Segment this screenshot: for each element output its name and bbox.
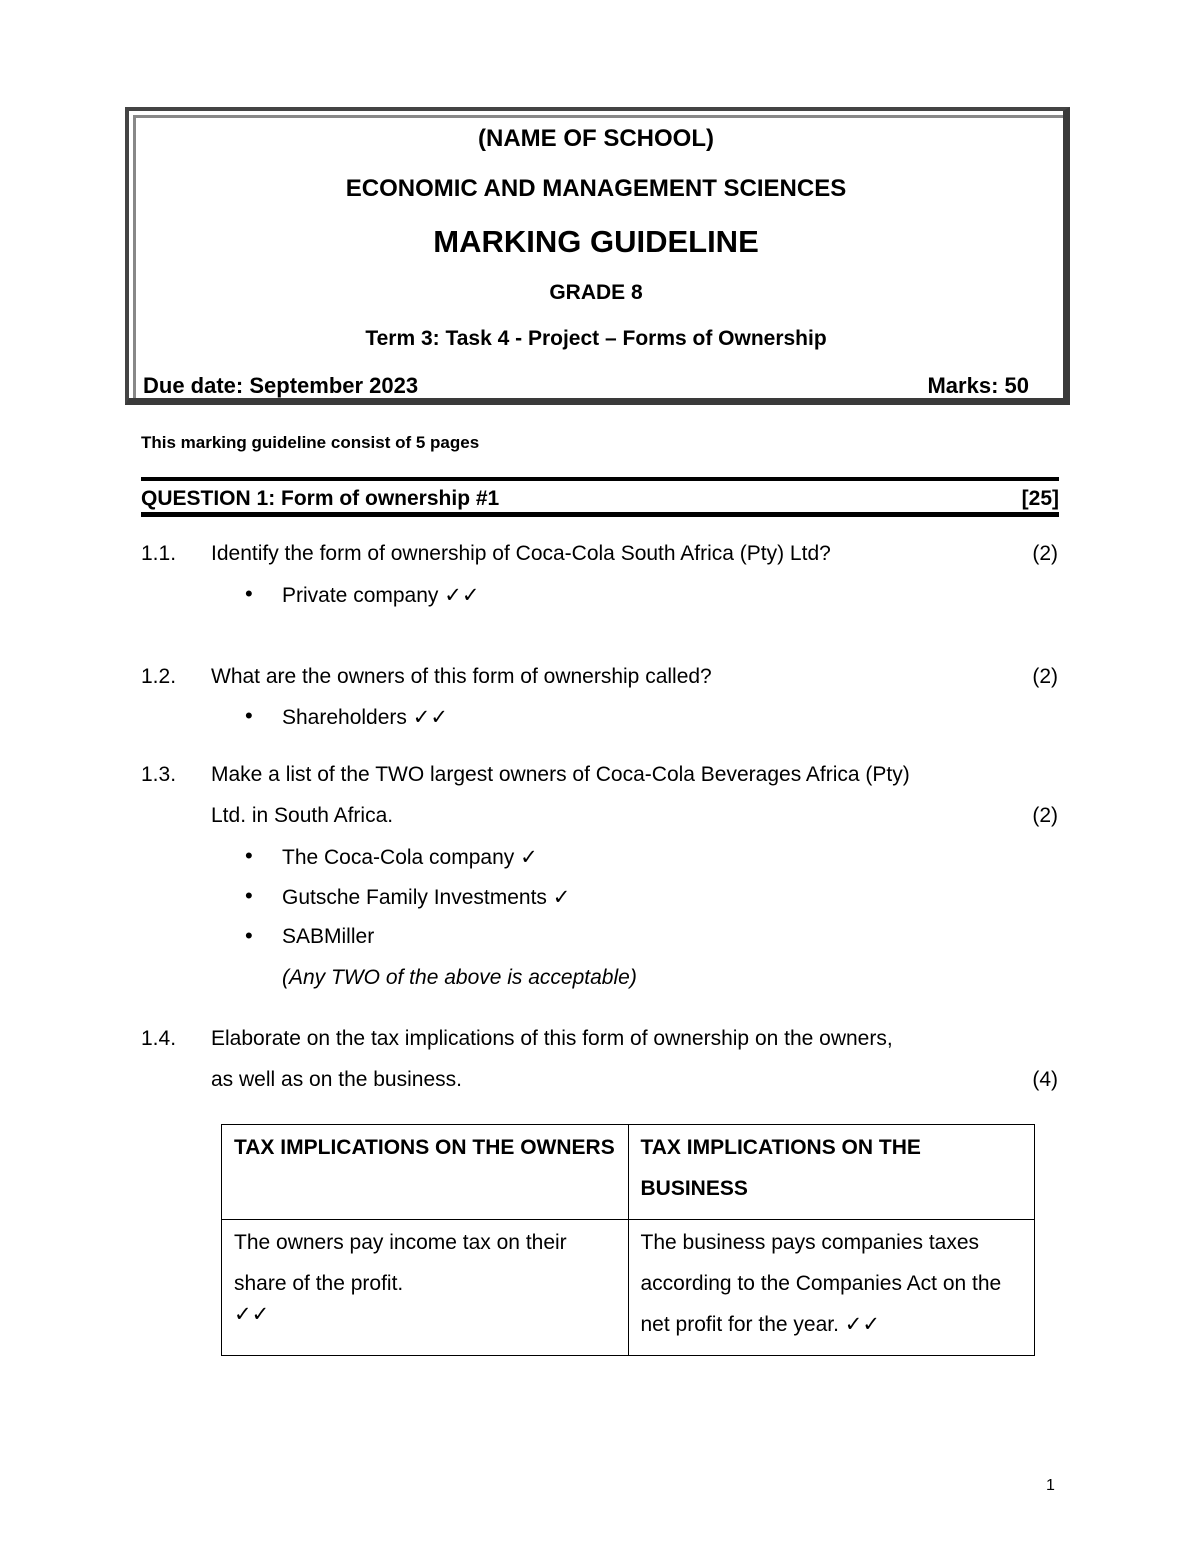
question-text: Make a list of the TWO largest owners of Coca-Cola Beverages Africa (Pty) <box>211 763 910 786</box>
check-marks: ✓✓ <box>234 1303 270 1326</box>
question-total: [25] <box>1021 487 1059 510</box>
total-marks: Marks: 50 <box>927 373 1029 398</box>
table-header-owners: TAX IMPLICATIONS ON THE OWNERS <box>222 1125 629 1220</box>
answer-note: (Any TWO of the above is acceptable) <box>282 966 637 989</box>
header-box <box>125 107 1070 405</box>
question-number: 1.1. <box>141 542 177 565</box>
question-number: 1.3. <box>141 763 177 786</box>
question-number: 1.2. <box>141 665 177 688</box>
table-cell-owners <box>222 1220 629 1356</box>
pages-note: This marking guideline consist of 5 pages <box>141 433 480 452</box>
table-header-row <box>222 1125 1035 1220</box>
table-cell-business: The business pays companies taxes according to the Companies Act on the net profit for the year. ✓✓ <box>628 1220 1035 1356</box>
answer-item: Private company ✓✓ <box>282 584 480 607</box>
question-mark: (2) <box>1032 804 1058 827</box>
page-number: 1 <box>1046 1477 1055 1494</box>
question-number: 1.4. <box>141 1027 177 1050</box>
answer-item: Gutsche Family Investments ✓ <box>282 886 571 909</box>
question-text: Identify the form of ownership of Coca-Cola South Africa (Pty) Ltd? <box>211 542 831 565</box>
question-mark: (2) <box>1032 542 1058 565</box>
subject-title: ECONOMIC AND MANAGEMENT SCIENCES <box>345 175 847 202</box>
question-title: QUESTION 1: Form of ownership #1 <box>141 487 500 510</box>
question-heading-bar <box>141 477 1059 517</box>
answer-item: SABMiller <box>282 925 375 948</box>
table-header-business: TAX IMPLICATIONS ON THE BUSINESS <box>628 1125 1035 1220</box>
question-mark: (2) <box>1032 665 1058 688</box>
question-text: as well as on the business. <box>211 1068 462 1091</box>
question-text: What are the owners of this form of ownership called? <box>211 665 712 688</box>
document-title: MARKING GUIDELINE <box>433 224 759 259</box>
question-text: Elaborate on the tax implications of this form of ownership on the owners, <box>211 1027 893 1050</box>
table-row <box>222 1220 1035 1356</box>
due-date: Due date: September 2023 <box>143 373 419 398</box>
owners-tax-text: The owners pay income tax on their share of the profit. <box>234 1231 567 1295</box>
grade-label: GRADE 8 <box>549 281 643 304</box>
question-mark: (4) <box>1032 1068 1058 1091</box>
question-text: Ltd. in South Africa. <box>211 804 394 827</box>
answer-item: Shareholders ✓✓ <box>282 706 448 729</box>
answer-item: The Coca-Cola company ✓ <box>282 846 538 869</box>
task-label: Term 3: Task 4 - Project – Forms of Ownership <box>365 327 827 350</box>
school-name: (NAME OF SCHOOL) <box>478 125 714 152</box>
tax-implications-table <box>221 1124 1035 1356</box>
